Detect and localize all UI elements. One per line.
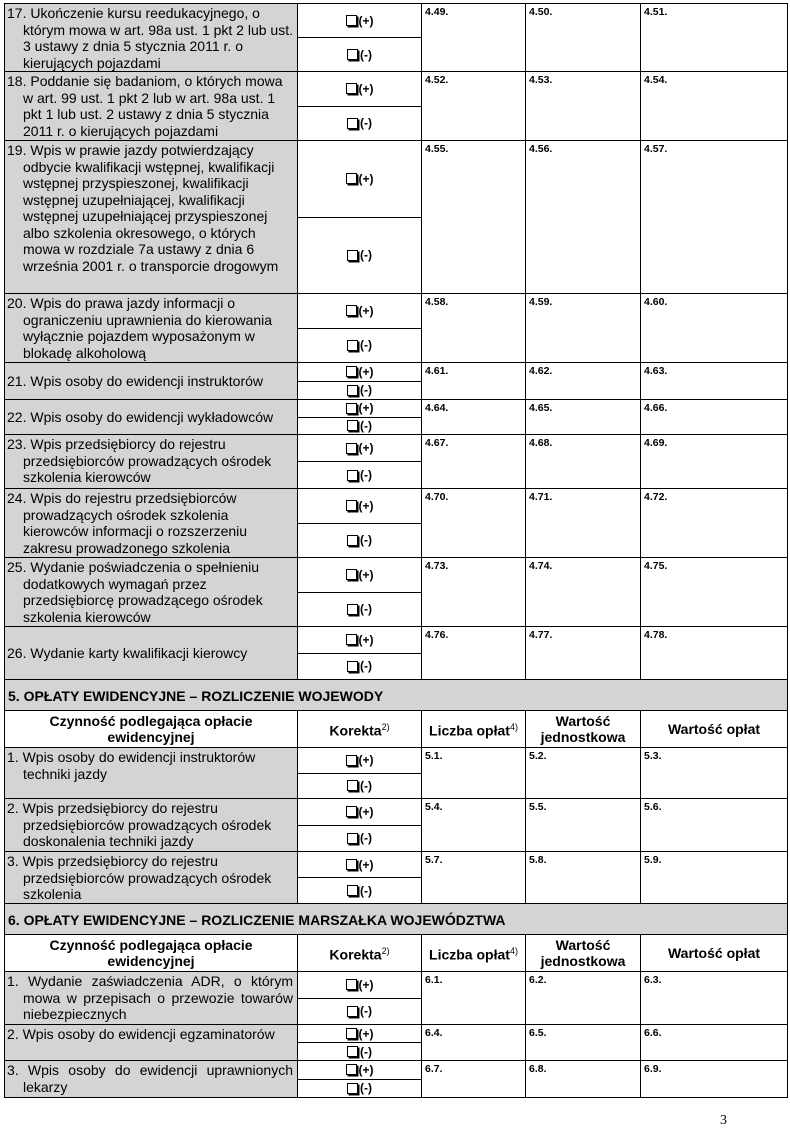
field-number-label: 4.60. — [644, 296, 668, 308]
field-number-label: 4.53. — [529, 74, 553, 86]
header-activity — [5, 711, 298, 748]
unit-value-field[interactable] — [526, 141, 641, 294]
footnote-marker: 4) — [509, 946, 518, 957]
activity-text: 25. Wydanie poświadczenia o spełnieniu dodatkowych wymagań przez przedsiębiorcę prowadzącego ośrodek szkolenia kierowców — [7, 559, 263, 625]
correction-plus-checkbox[interactable] — [298, 1061, 421, 1079]
correction-cell — [298, 852, 422, 904]
correction-sign: (+) — [358, 171, 374, 186]
activity-description — [5, 4, 298, 72]
correction-sign: (+) — [358, 364, 374, 379]
correction-plus-checkbox[interactable] — [298, 972, 421, 998]
fee-value-field[interactable] — [641, 748, 788, 799]
activity-text: 26. Wydanie karty kwalifikacji kierowcy — [7, 645, 248, 662]
correction-cell — [298, 558, 422, 627]
fee-count-field[interactable] — [422, 558, 526, 627]
correction-sign: (+) — [358, 567, 374, 582]
header-fee-count — [422, 711, 526, 748]
section-title: 6. OPŁATY EWIDENCYJNE – ROZLICZENIE MARSZAŁKA WOJEWÓDZTWA — [5, 904, 788, 935]
header-fee-count-label: Liczba opłat — [429, 946, 510, 963]
header-unit-value-label: Wartość jednostkowa — [540, 713, 626, 745]
declaration-form-table — [4, 3, 788, 1098]
checkbox-icon[interactable] — [347, 385, 358, 396]
fee-count-field[interactable] — [422, 72, 526, 141]
activity-text: 3. Wpis osoby do ewidencji uprawnionych lekarzy — [7, 1062, 293, 1095]
field-number-label: 6.4. — [425, 1027, 443, 1039]
correction-sign: (-) — [360, 602, 372, 617]
fee-count-field[interactable] — [422, 748, 526, 799]
checkbox-icon[interactable] — [347, 470, 358, 481]
fee-value-field[interactable] — [641, 435, 788, 489]
correction-sign: (+) — [358, 753, 374, 768]
checkbox-icon[interactable] — [346, 979, 357, 990]
unit-value-field[interactable] — [526, 852, 641, 904]
activity-text: 19. Wpis w prawie jazdy potwierdzający odbycie kwalifikacji wstępnej, kwalifikacji wstępnej przyspieszonej, kwalifikacji wstępnej uzupełniającej, kwalifikacji wstępnej uzupełniającej przyspieszonej albo szkolenia okresowego, o których mowa w rozdziale 7a ustawy z dnia 6 września 2001 r. o transporcie drogowym — [7, 142, 279, 274]
activity-description — [5, 748, 298, 799]
correction-sign: (+) — [358, 1026, 374, 1041]
checkbox-icon[interactable] — [346, 1028, 357, 1039]
correction-minus-checkbox[interactable] — [298, 825, 421, 852]
fee-value-field[interactable] — [641, 627, 788, 680]
correction-sign: (+) — [358, 804, 374, 819]
fee-value-field[interactable] — [641, 294, 788, 363]
footnote-marker: 4) — [509, 722, 518, 733]
footnote-marker: 2) — [381, 946, 390, 957]
correction-plus-checkbox[interactable] — [298, 489, 421, 523]
correction-minus-checkbox[interactable] — [298, 381, 421, 400]
activity-description — [5, 799, 298, 852]
correction-sign: (+) — [358, 857, 374, 872]
table-row — [5, 972, 788, 1025]
table-row — [5, 363, 788, 400]
activity-text: 2. Wpis przedsiębiorcy do rejestru przedsiębiorców prowadzących ośrodek doskonalenia techniki jazdy — [7, 800, 272, 849]
correction-plus-checkbox[interactable] — [298, 748, 421, 773]
table-row — [5, 72, 788, 141]
activity-text: 1. Wydanie zaświadczenia ADR, o którym mowa w przepisach o przewozie towarów niebezpiecznych — [7, 973, 293, 1022]
correction-cell — [298, 363, 422, 400]
column-header-row — [5, 935, 788, 972]
field-number-label: 4.65. — [529, 402, 553, 414]
correction-sign: (-) — [360, 116, 372, 131]
correction-cell — [298, 748, 422, 799]
correction-cell — [298, 972, 422, 1025]
activity-description — [5, 294, 298, 363]
field-number-label: 6.5. — [529, 1027, 547, 1039]
header-unit-value — [526, 711, 641, 748]
fee-count-field[interactable] — [422, 852, 526, 904]
correction-minus-checkbox[interactable] — [298, 523, 421, 558]
table-row — [5, 799, 788, 852]
table-row — [5, 294, 788, 363]
field-number-label: 6.2. — [529, 974, 547, 986]
correction-cell — [298, 294, 422, 363]
fee-count-field[interactable] — [422, 363, 526, 400]
field-number-label: 4.64. — [425, 402, 449, 414]
correction-sign: (+) — [358, 1062, 374, 1077]
correction-plus-checkbox[interactable] — [298, 400, 421, 417]
fee-count-field[interactable] — [422, 4, 526, 72]
field-number-label: 4.75. — [644, 560, 668, 572]
field-number-label: 4.55. — [425, 143, 449, 155]
field-number-label: 4.74. — [529, 560, 553, 572]
field-number-label: 6.6. — [644, 1027, 662, 1039]
correction-minus-checkbox[interactable] — [298, 773, 421, 799]
activity-text: 22. Wpis osoby do ewidencji wykładowców — [7, 409, 274, 426]
checkbox-icon[interactable] — [347, 1083, 358, 1094]
fee-value-field[interactable] — [641, 558, 788, 627]
field-number-label: 4.63. — [644, 365, 668, 377]
checkbox-icon[interactable] — [347, 833, 358, 844]
correction-sign: (-) — [360, 1044, 372, 1059]
correction-cell — [298, 400, 422, 435]
correction-sign: (+) — [358, 401, 374, 416]
footnote-marker: 2) — [381, 722, 390, 733]
correction-sign: (+) — [358, 81, 374, 96]
checkbox-icon[interactable] — [347, 604, 358, 615]
table-row — [5, 489, 788, 558]
correction-plus-checkbox[interactable] — [298, 558, 421, 592]
checkbox-icon[interactable] — [346, 1064, 357, 1075]
unit-value-field[interactable] — [526, 972, 641, 1025]
checkbox-icon[interactable] — [346, 83, 357, 94]
header-fee-value — [641, 935, 788, 972]
correction-plus-checkbox[interactable] — [298, 1025, 421, 1042]
checkbox-icon[interactable] — [346, 569, 357, 580]
field-number-label: 5.2. — [529, 750, 547, 762]
fee-count-field[interactable] — [422, 799, 526, 852]
fee-value-field[interactable] — [641, 1061, 788, 1098]
activity-text: 17. Ukończenie kursu reedukacyjnego, o którym mowa w art. 98a ust. 1 pkt 2 lub ust. 3 ustawy z dnia 5 stycznia 2011 r. o kierujących pojazdami — [7, 5, 293, 71]
correction-sign: (+) — [358, 303, 374, 318]
correction-sign: (+) — [358, 632, 374, 647]
fee-value-field[interactable] — [641, 141, 788, 294]
activity-text: 3. Wpis przedsiębiorcy do rejestru przedsiębiorców prowadzących ośrodek szkolenia — [7, 853, 272, 902]
field-number-label: 4.49. — [425, 6, 449, 18]
correction-minus-checkbox[interactable] — [298, 217, 421, 294]
checkbox-icon[interactable] — [346, 305, 357, 316]
checkbox-icon[interactable] — [346, 500, 357, 511]
header-unit-value-label: Wartość jednostkowa — [540, 937, 626, 969]
header-correction-label: Korekta — [329, 722, 382, 739]
header-fee-value-label: Wartość opłat — [667, 721, 761, 737]
table-row — [5, 1061, 788, 1098]
correction-sign: (-) — [360, 383, 372, 398]
field-number-label: 4.66. — [644, 402, 668, 414]
correction-sign: (-) — [360, 831, 372, 846]
correction-minus-checkbox[interactable] — [298, 592, 421, 627]
unit-value-field[interactable] — [526, 489, 641, 558]
field-number-label: 5.6. — [644, 801, 662, 813]
correction-sign: (-) — [360, 248, 372, 263]
field-number-label: 4.68. — [529, 437, 553, 449]
field-number-label: 4.56. — [529, 143, 553, 155]
field-number-label: 4.78. — [644, 629, 668, 641]
field-number-label: 5.8. — [529, 854, 547, 866]
header-correction — [298, 935, 422, 972]
checkbox-icon[interactable] — [347, 340, 358, 351]
correction-minus-checkbox[interactable] — [298, 106, 421, 141]
correction-cell — [298, 435, 422, 489]
correction-cell — [298, 141, 422, 294]
correction-plus-checkbox[interactable] — [298, 294, 421, 328]
correction-plus-checkbox[interactable] — [298, 72, 421, 106]
activity-text: 1. Wpis osoby do ewidencji instruktorów techniki jazdy — [7, 749, 256, 782]
correction-plus-checkbox[interactable] — [298, 141, 421, 217]
field-number-label: 4.50. — [529, 6, 553, 18]
fee-count-field[interactable] — [422, 141, 526, 294]
correction-cell — [298, 799, 422, 852]
activity-description — [5, 852, 298, 904]
fee-count-field[interactable] — [422, 627, 526, 680]
field-number-label: 5.3. — [644, 750, 662, 762]
correction-plus-checkbox[interactable] — [298, 363, 421, 381]
checkbox-icon[interactable] — [347, 535, 358, 546]
fee-value-field[interactable] — [641, 489, 788, 558]
header-fee-count — [422, 935, 526, 972]
correction-plus-checkbox[interactable] — [298, 4, 421, 37]
correction-minus-checkbox[interactable] — [298, 1042, 421, 1060]
fee-value-field[interactable] — [641, 400, 788, 435]
correction-cell — [298, 1025, 422, 1061]
fee-count-field[interactable] — [422, 435, 526, 489]
correction-sign: (-) — [360, 47, 372, 62]
header-activity-label: Czynność podlegająca opłacie ewidencyjnej — [49, 713, 253, 745]
activity-description — [5, 972, 298, 1025]
checkbox-icon[interactable] — [347, 661, 358, 672]
section-title-row — [5, 904, 788, 935]
activity-text: 23. Wpis przedsiębiorcy do rejestru przedsiębiorców prowadzących ośrodek szkolenia kierowców — [7, 436, 272, 485]
correction-plus-checkbox[interactable] — [298, 799, 421, 825]
unit-value-field[interactable] — [526, 558, 641, 627]
correction-sign: (+) — [358, 498, 374, 513]
field-number-label: 4.59. — [529, 296, 553, 308]
unit-value-field[interactable] — [526, 1061, 641, 1098]
checkbox-icon[interactable] — [346, 859, 357, 870]
checkbox-icon[interactable] — [346, 15, 357, 26]
correction-sign: (-) — [360, 533, 372, 548]
fee-value-field[interactable] — [641, 799, 788, 852]
correction-minus-checkbox[interactable] — [298, 461, 421, 488]
header-correction — [298, 711, 422, 748]
correction-cell — [298, 489, 422, 558]
table-row — [5, 558, 788, 627]
activity-text: 20. Wpis do prawa jazdy informacji o ograniczeniu uprawnienia do kierowania wyłącznie pojazdem wyposażonym w blokadę alkoholową — [7, 295, 273, 361]
field-number-label: 4.67. — [425, 437, 449, 449]
checkbox-icon[interactable] — [347, 49, 358, 60]
field-number-label: 4.62. — [529, 365, 553, 377]
correction-sign: (+) — [358, 977, 374, 992]
header-fee-value-label: Wartość opłat — [667, 945, 761, 961]
field-number-label: 4.69. — [644, 437, 668, 449]
correction-sign: (-) — [360, 418, 372, 433]
unit-value-field[interactable] — [526, 799, 641, 852]
activity-description — [5, 141, 298, 294]
field-number-label: 6.8. — [529, 1063, 547, 1075]
correction-sign: (+) — [358, 13, 374, 28]
checkbox-icon[interactable] — [346, 443, 357, 454]
correction-minus-checkbox[interactable] — [298, 417, 421, 435]
field-number-label: 5.1. — [425, 750, 443, 762]
field-number-label: 4.76. — [425, 629, 449, 641]
field-number-label: 4.54. — [644, 74, 668, 86]
activity-description — [5, 1025, 298, 1061]
activity-description — [5, 435, 298, 489]
field-number-label: 4.73. — [425, 560, 449, 572]
header-correction-label: Korekta — [329, 946, 382, 963]
header-activity-label: Czynność podlegająca opłacie ewidencyjnej — [49, 937, 253, 969]
fee-value-field[interactable] — [641, 972, 788, 1025]
header-fee-value — [641, 711, 788, 748]
field-number-label: 4.61. — [425, 365, 449, 377]
unit-value-field[interactable] — [526, 72, 641, 141]
checkbox-icon[interactable] — [346, 806, 357, 817]
fee-count-field[interactable] — [422, 489, 526, 558]
field-number-label: 5.5. — [529, 801, 547, 813]
fee-count-field[interactable] — [422, 1061, 526, 1098]
header-unit-value — [526, 935, 641, 972]
field-number-label: 5.7. — [425, 854, 443, 866]
fee-count-field[interactable] — [422, 972, 526, 1025]
fee-count-field[interactable] — [422, 294, 526, 363]
field-number-label: 5.9. — [644, 854, 662, 866]
table-row — [5, 141, 788, 294]
checkbox-icon[interactable] — [346, 173, 357, 184]
section-title: 5. OPŁATY EWIDENCYJNE – ROZLICZENIE WOJEWODY — [5, 680, 788, 711]
table-row — [5, 1025, 788, 1061]
correction-minus-checkbox[interactable] — [298, 653, 421, 680]
correction-sign: (+) — [358, 441, 374, 455]
fee-value-field[interactable] — [641, 72, 788, 141]
unit-value-field[interactable] — [526, 363, 641, 400]
table-row — [5, 627, 788, 680]
table-row — [5, 435, 788, 489]
correction-plus-checkbox[interactable] — [298, 627, 421, 653]
fee-value-field[interactable] — [641, 1025, 788, 1061]
checkbox-icon[interactable] — [347, 420, 358, 431]
fee-value-field[interactable] — [641, 363, 788, 400]
unit-value-field[interactable] — [526, 294, 641, 363]
activity-description — [5, 400, 298, 435]
field-number-label: 4.52. — [425, 74, 449, 86]
activity-text: 18. Poddanie się badaniom, o których mowa w art. 99 ust. 1 pkt 2 lub w art. 98a ust. 1 pkt 1 lub ust. 2 ustawy z dnia 5 stycznia 2011 r. o kierujących pojazdami — [7, 73, 283, 139]
correction-minus-checkbox[interactable] — [298, 37, 421, 71]
checkbox-icon[interactable] — [347, 250, 358, 261]
activity-description — [5, 72, 298, 141]
correction-plus-checkbox[interactable] — [298, 852, 421, 877]
correction-minus-checkbox[interactable] — [298, 998, 421, 1025]
field-number-label: 5.4. — [425, 801, 443, 813]
activity-text: 21. Wpis osoby do ewidencji instruktorów — [7, 373, 264, 390]
checkbox-icon[interactable] — [347, 118, 358, 129]
field-number-label: 6.1. — [425, 974, 443, 986]
correction-plus-checkbox[interactable] — [298, 435, 421, 461]
correction-minus-checkbox[interactable] — [298, 877, 421, 903]
checkbox-icon[interactable] — [347, 1046, 358, 1057]
correction-sign: (-) — [360, 883, 372, 898]
correction-sign: (-) — [360, 1081, 372, 1096]
column-header-row — [5, 711, 788, 748]
correction-cell — [298, 1061, 422, 1098]
unit-value-field[interactable] — [526, 627, 641, 680]
field-number-label: 4.51. — [644, 6, 668, 18]
unit-value-field[interactable] — [526, 748, 641, 799]
field-number-label: 6.7. — [425, 1063, 443, 1075]
correction-sign: (-) — [360, 659, 372, 674]
checkbox-icon[interactable] — [347, 1006, 358, 1017]
field-number-label: 4.70. — [425, 491, 449, 503]
correction-sign: (-) — [360, 778, 372, 793]
table-row — [5, 852, 788, 904]
table-row — [5, 748, 788, 799]
checkbox-icon[interactable] — [347, 780, 358, 791]
header-fee-count-label: Liczba opłat — [429, 722, 510, 739]
activity-description — [5, 1061, 298, 1098]
table-row — [5, 400, 788, 435]
field-number-label: 4.72. — [644, 491, 668, 503]
unit-value-field[interactable] — [526, 435, 641, 489]
correction-cell — [298, 627, 422, 680]
fee-count-field[interactable] — [422, 400, 526, 435]
section-title-row — [5, 680, 788, 711]
header-activity — [5, 935, 298, 972]
field-number-label: 4.71. — [529, 491, 553, 503]
field-number-label: 4.57. — [644, 143, 668, 155]
table-row — [5, 4, 788, 72]
fee-value-field[interactable] — [641, 4, 788, 72]
fee-value-field[interactable] — [641, 852, 788, 904]
correction-cell — [298, 4, 422, 72]
checkbox-icon[interactable] — [347, 885, 358, 896]
correction-sign: (-) — [360, 468, 372, 482]
field-number-label: 4.58. — [425, 296, 449, 308]
checkbox-icon[interactable] — [346, 366, 357, 377]
checkbox-icon[interactable] — [346, 403, 357, 414]
activity-description — [5, 558, 298, 627]
activity-text: 2. Wpis osoby do ewidencji egzaminatorów — [7, 1026, 275, 1042]
correction-sign: (-) — [360, 338, 372, 353]
form-table-body — [5, 4, 788, 1098]
activity-description — [5, 489, 298, 558]
activity-text: 24. Wpis do rejestru przedsiębiorców prowadzących ośrodek szkolenia kierowców informacji o rozszerzeniu zakresu prowadzonego szkolenia — [7, 490, 248, 556]
correction-cell — [298, 72, 422, 141]
unit-value-field[interactable] — [526, 4, 641, 72]
field-number-label: 4.77. — [529, 629, 553, 641]
unit-value-field[interactable] — [526, 400, 641, 435]
activity-description — [5, 363, 298, 400]
checkbox-icon[interactable] — [346, 634, 357, 645]
field-number-label: 6.9. — [644, 1063, 662, 1075]
correction-sign: (-) — [360, 1004, 372, 1019]
checkbox-icon[interactable] — [346, 755, 357, 766]
correction-minus-checkbox[interactable] — [298, 328, 421, 363]
page-number: 3 — [720, 1113, 727, 1128]
correction-minus-checkbox[interactable] — [298, 1079, 421, 1098]
field-number-label: 6.3. — [644, 974, 662, 986]
unit-value-field[interactable] — [526, 1025, 641, 1061]
activity-description — [5, 627, 298, 680]
fee-count-field[interactable] — [422, 1025, 526, 1061]
